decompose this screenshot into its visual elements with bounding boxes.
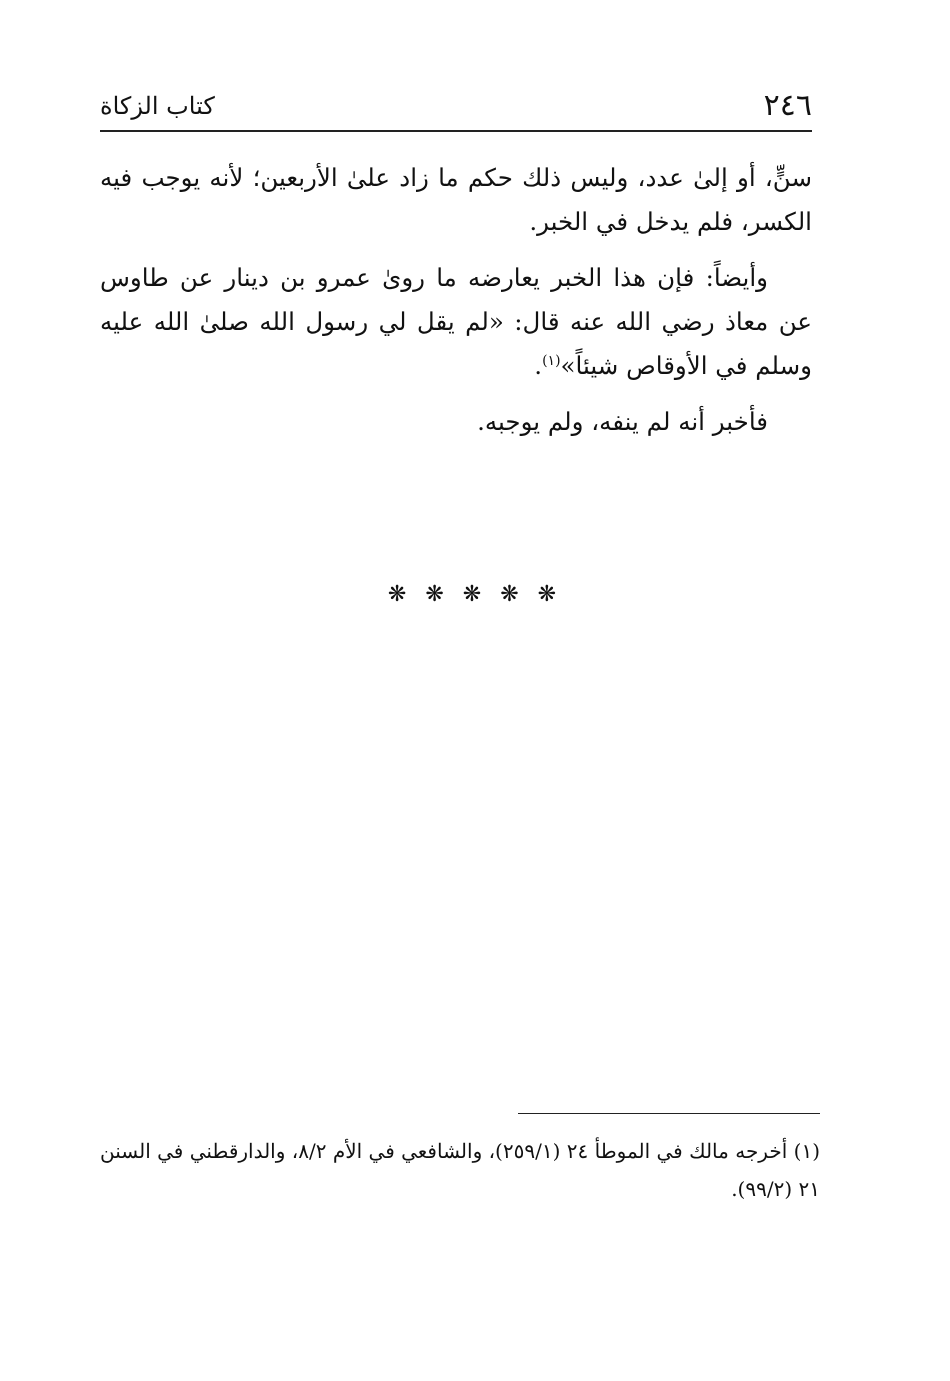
footnotes [100, 1132, 820, 1208]
paragraph-1: سنٍّ، أو إلىٰ عدد، وليس ذلك حكم ما زاد علىٰ الأربعين؛ لأنه يوجب فيه الكسر، فلم يدخل في الخبر. [100, 163, 812, 236]
page-number: ٢٤٦ [763, 88, 812, 123]
footnote-1: (١) أخرجه مالك في الموطأ ٢٤ (٢٥٩/١)، والشافعي في الأم ٨/٢، والدارقطني في السنن ٢١ (٩٩/٢). [100, 1139, 820, 1201]
paragraph-2-text: وأيضاً: فإن هذا الخبر يعارضه ما روىٰ عمرو بن دينار عن طاوس عن معاذ رضي الله عنه قال: «لم يقل لي رسول الله صلىٰ الله عليه وسلم في الأوقاص شيئاً» [100, 263, 812, 380]
page-header [100, 84, 812, 130]
paragraph-2-end: . [534, 351, 543, 380]
footnote-rule [518, 1113, 820, 1114]
running-title: كتاب الزكاة [100, 92, 215, 120]
paragraph-2 [100, 256, 812, 388]
paragraph-3: فأخبر أنه لم ينفه، ولم يوجبه. [477, 407, 768, 436]
header-rule [100, 130, 812, 132]
main-text [100, 156, 812, 456]
footnote-reference: (١) [542, 352, 561, 369]
section-separator: ❋ ❋ ❋ ❋ ❋ [387, 582, 563, 607]
